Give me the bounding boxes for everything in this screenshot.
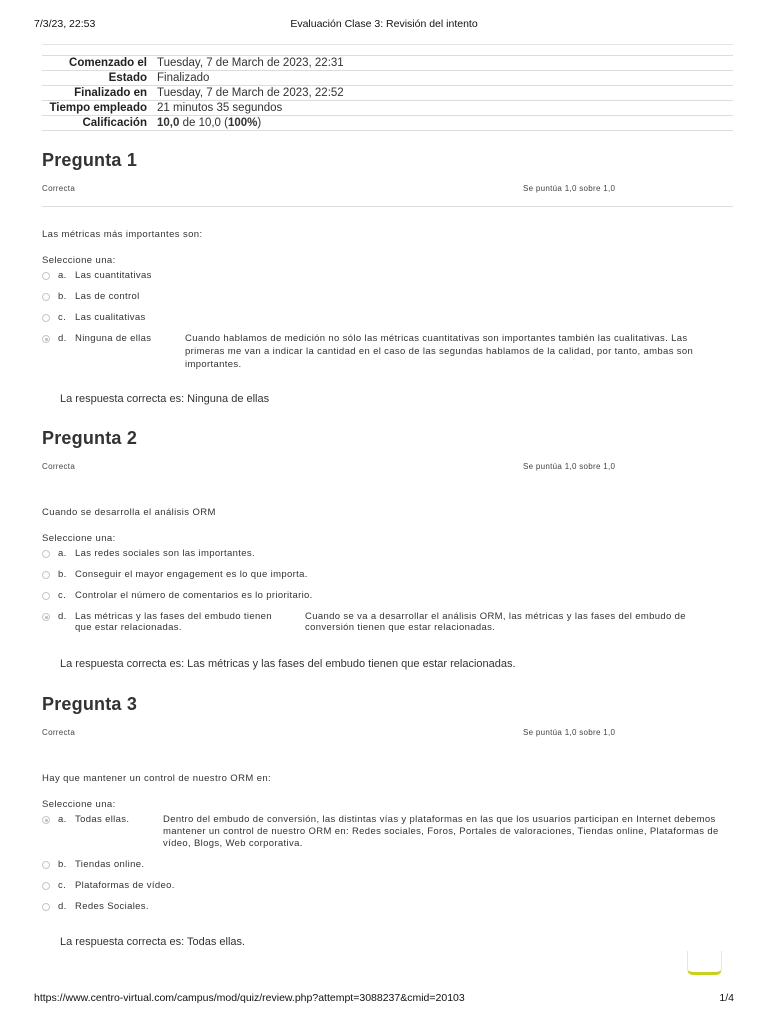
option-label: Las métricas y las fases del embudo tienen que estar relacionadas.: [75, 611, 272, 634]
question-1: [42, 150, 733, 380]
question-state: Correcta: [42, 462, 76, 471]
question-divider: [42, 750, 733, 751]
summary-value: Tuesday, 7 de March de 2023, 22:31: [157, 57, 344, 69]
question-text: Cuando se desarrolla el análisis ORM: [42, 507, 216, 518]
answer-option-b: [42, 859, 733, 873]
option-label: Las redes sociales son las importantes.: [75, 548, 255, 559]
option-feedback: Cuando se va a desarrollar el análisis ORM, las métricas y las fases del embudo de conversión tienen que estar relacionadas.: [305, 611, 686, 634]
summary-label: Comenzado el: [69, 57, 147, 69]
grade-out-of: de 10,0 (: [179, 117, 228, 129]
answer-option-c: [42, 590, 733, 604]
option-label: Controlar el número de comentarios es lo prioritario.: [75, 590, 313, 601]
attempt-summary-table: [42, 55, 733, 131]
question-2: [42, 428, 733, 644]
option-label: Las cuantitativas: [75, 270, 152, 281]
right-answer-3: La respuesta correcta es: Todas ellas.: [60, 936, 246, 948]
summary-value: 21 minutos 35 segundos: [157, 102, 283, 114]
radio-button-selected[interactable]: [42, 816, 50, 824]
question-grade: Se puntúa 1,0 sobre 1,0: [523, 462, 616, 471]
option-feedback: Cuando hablamos de medición no sólo las métricas cuantitativas son importantes también las cualitativas. Las primeras me van a indicar la cantidad en el caso de las segundas hablamos de la calidad, por tanto, ambas son importantes.: [185, 333, 694, 370]
summary-row-state: [42, 71, 733, 86]
select-one-prompt: Seleccione una:: [42, 255, 116, 266]
floating-nav-button[interactable]: [687, 951, 722, 975]
option-letter: d.: [58, 901, 67, 912]
radio-button[interactable]: [42, 571, 50, 579]
option-letter: d.: [58, 333, 67, 344]
grade-percent: 100%: [227, 117, 258, 129]
radio-button[interactable]: [42, 314, 50, 322]
question-grade: Se puntúa 1,0 sobre 1,0: [523, 728, 616, 737]
summary-label: Calificación: [82, 117, 147, 129]
grade-close-paren: ): [257, 117, 262, 129]
question-text: Las métricas más importantes son:: [42, 229, 203, 240]
option-letter: c.: [58, 880, 67, 891]
question-title: Pregunta 2: [42, 428, 138, 448]
summary-label: Tiempo empleado: [49, 102, 147, 114]
summary-row-grade: [42, 116, 733, 131]
option-letter: c.: [58, 590, 67, 601]
option-letter: c.: [58, 312, 67, 323]
print-page-title: Evaluación Clase 3: Revisión del intento: [290, 18, 478, 30]
radio-button[interactable]: [42, 861, 50, 869]
option-feedback: Dentro del embudo de conversión, las distintas vías y plataformas en las que los usuarios participan en Internet debemos mantener un control de nuestro ORM en: Redes sociales, Foros, Portales de valoraciones, Tiendas online, Plataformas de vídeo, Blogs, Web corporativa.: [163, 814, 719, 849]
answer-option-d: [42, 901, 733, 915]
option-letter: a.: [58, 548, 67, 559]
question-divider: [42, 206, 733, 207]
answer-option-d: [42, 333, 733, 373]
answer-option-b: [42, 291, 733, 305]
summary-label: Finalizado en: [74, 87, 147, 99]
option-label: Las de control: [75, 291, 140, 302]
answer-options: [42, 814, 733, 915]
answer-option-d: [42, 611, 733, 637]
answer-option-a: [42, 548, 733, 562]
question-title: Pregunta 3: [42, 694, 138, 714]
radio-button-selected[interactable]: [42, 613, 50, 621]
summary-row-started: [42, 56, 733, 71]
summary-value: Tuesday, 7 de March de 2023, 22:52: [157, 87, 344, 99]
option-letter: a.: [58, 270, 67, 281]
question-3: [42, 694, 733, 922]
question-state: Correcta: [42, 184, 76, 193]
grade-score: 10,0: [157, 117, 180, 129]
summary-grade-value: [153, 116, 733, 131]
option-label: Las cualitativas: [75, 312, 146, 323]
select-one-prompt: Seleccione una:: [42, 533, 116, 544]
answer-option-a: [42, 270, 733, 284]
option-letter: b.: [58, 859, 67, 870]
summary-label: Estado: [108, 72, 147, 84]
option-letter: a.: [58, 814, 67, 825]
answer-option-a: [42, 814, 733, 852]
option-label: Tiendas online.: [75, 859, 145, 870]
radio-button[interactable]: [42, 550, 50, 558]
question-info: [42, 728, 733, 740]
option-letter: b.: [58, 291, 67, 302]
answer-option-b: [42, 569, 733, 583]
summary-value: Finalizado: [157, 72, 210, 84]
right-answer-2: La respuesta correcta es: Las métricas y las fases del embudo tienen que estar relacionadas.: [60, 658, 516, 670]
question-divider: [42, 484, 733, 485]
radio-button[interactable]: [42, 272, 50, 280]
print-date: 7/3/23, 22:53: [34, 18, 96, 30]
select-one-prompt: Seleccione una:: [42, 799, 116, 810]
question-info: [42, 184, 733, 196]
right-answer-1: La respuesta correcta es: Ninguna de ellas: [60, 393, 270, 405]
answer-option-c: [42, 312, 733, 326]
answer-option-c: [42, 880, 733, 894]
radio-button[interactable]: [42, 592, 50, 600]
option-label: Ninguna de ellas: [75, 333, 152, 344]
question-title: Pregunta 1: [42, 150, 138, 170]
option-label: Todas ellas.: [75, 814, 130, 825]
top-divider: [42, 44, 733, 45]
summary-row-finished: [42, 86, 733, 101]
option-label: Plataformas de vídeo.: [75, 880, 175, 891]
radio-button[interactable]: [42, 293, 50, 301]
print-page-number: 1/4: [719, 992, 734, 1004]
question-grade: Se puntúa 1,0 sobre 1,0: [523, 184, 616, 193]
radio-button[interactable]: [42, 882, 50, 890]
summary-row-time-taken: [42, 101, 733, 116]
option-label: Conseguir el mayor engagement es lo que importa.: [75, 569, 308, 580]
question-info: [42, 462, 733, 474]
print-page-url: https://www.centro-virtual.com/campus/mod/quiz/review.php?attempt=3088237&cmid=20103: [34, 992, 465, 1004]
question-state: Correcta: [42, 728, 76, 737]
option-letter: d.: [58, 611, 67, 622]
question-text: Hay que mantener un control de nuestro ORM en:: [42, 773, 272, 784]
radio-button-selected[interactable]: [42, 335, 50, 343]
radio-button[interactable]: [42, 903, 50, 911]
option-letter: b.: [58, 569, 67, 580]
option-label: Redes Sociales.: [75, 901, 149, 912]
answer-options: [42, 548, 733, 637]
answer-options: [42, 270, 733, 373]
